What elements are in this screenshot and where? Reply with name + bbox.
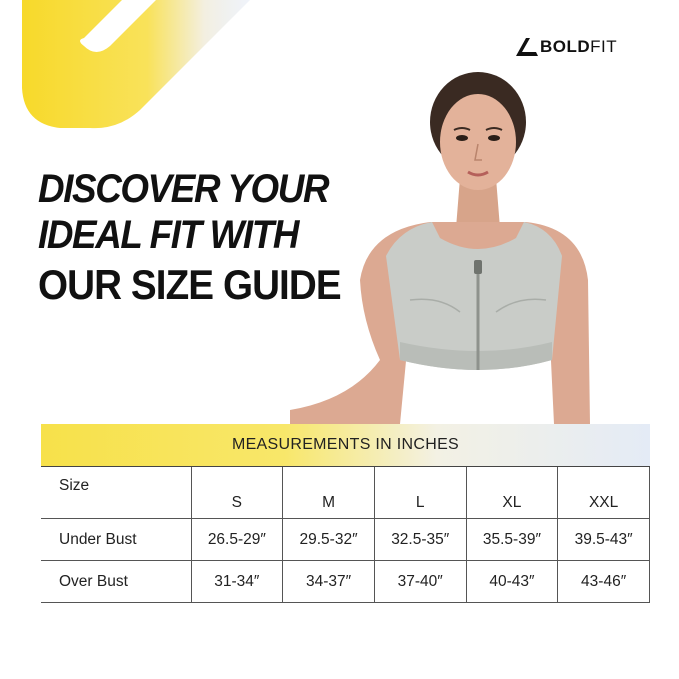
over-bust-l: 37-40″: [374, 561, 466, 603]
row-label-size: Size: [41, 467, 191, 519]
over-bust-s: 31-34″: [191, 561, 283, 603]
under-bust-xxl: 39.5-43″: [558, 519, 650, 561]
boldfit-logo-mark-icon: [516, 38, 538, 56]
brand-name: BOLDFIT: [540, 37, 618, 56]
under-bust-m: 29.5-32″: [283, 519, 375, 561]
table-row-under-bust: [41, 519, 650, 561]
over-bust-m: 34-37″: [283, 561, 375, 603]
size-xl: XL: [466, 467, 558, 519]
table-title: MEASUREMENTS IN INCHES: [41, 424, 650, 467]
row-label-under-bust: Under Bust: [41, 519, 191, 561]
headline-line-1: DISCOVER YOUR: [38, 167, 329, 211]
table-row-size: [41, 467, 650, 519]
table-row-over-bust: [41, 561, 650, 603]
row-label-over-bust: Over Bust: [41, 561, 191, 603]
over-bust-xxl: 43-46″: [558, 561, 650, 603]
model-photo: [290, 60, 610, 424]
headline-line-2: IDEAL FIT WITH: [38, 213, 299, 257]
under-bust-s: 26.5-29″: [191, 519, 283, 561]
yellow-swoosh-graphic: [0, 0, 260, 140]
size-l: L: [374, 467, 466, 519]
size-guide-table: [41, 424, 650, 603]
boldfit-logo: [516, 36, 617, 58]
size-m: M: [283, 467, 375, 519]
size-s: S: [191, 467, 283, 519]
under-bust-l: 32.5-35″: [374, 519, 466, 561]
headline-line-3: OUR SIZE GUIDE: [38, 261, 341, 308]
size-xxl: XXL: [558, 467, 650, 519]
size-chart: [41, 467, 650, 603]
over-bust-xl: 40-43″: [466, 561, 558, 603]
under-bust-xl: 35.5-39″: [466, 519, 558, 561]
